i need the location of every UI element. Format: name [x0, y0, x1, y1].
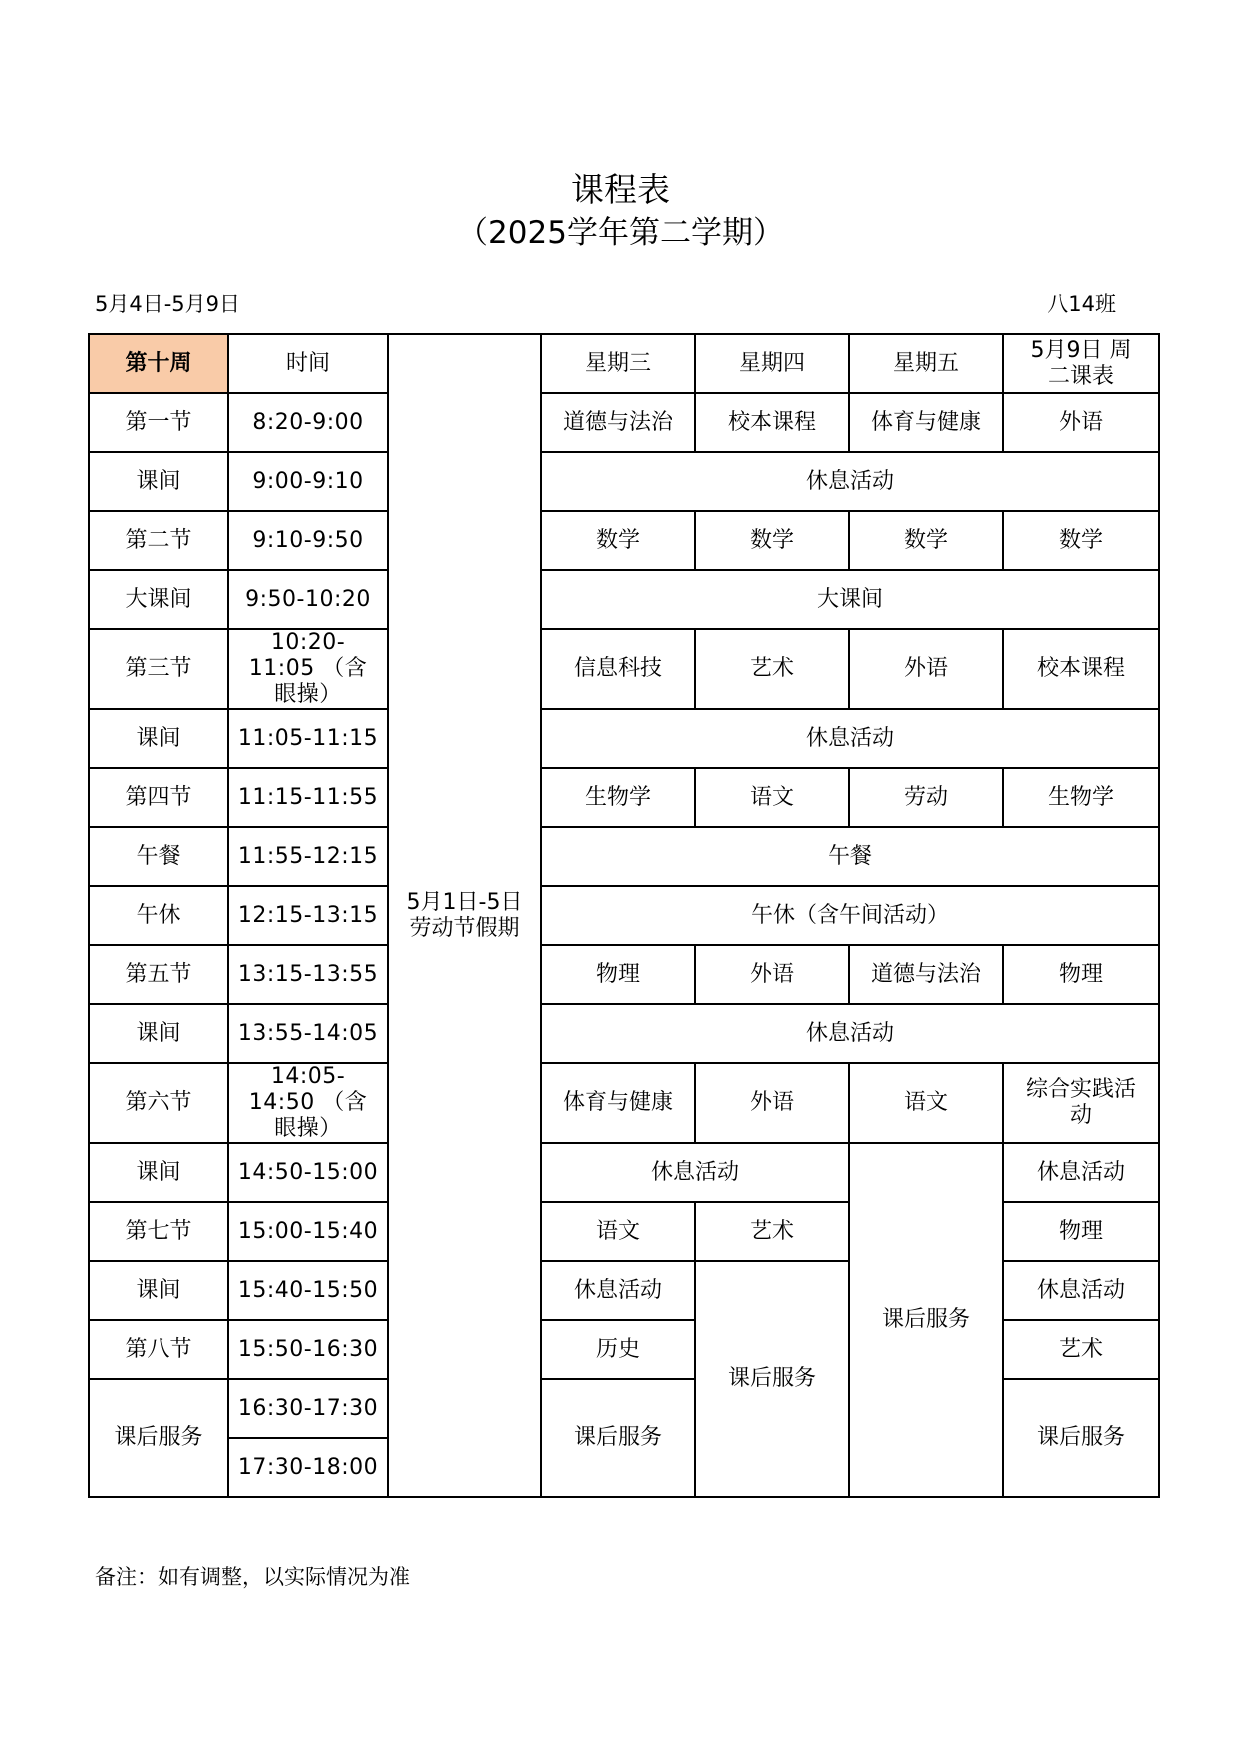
page-title: 课程表: [571, 170, 670, 209]
week-cell: 第十周: [89, 334, 228, 393]
table-row: [89, 1143, 1159, 1202]
table-row: [89, 1004, 1159, 1063]
holiday-cell: [388, 334, 541, 1497]
time-cell: [228, 1063, 388, 1143]
period-cell: 第二节: [89, 511, 228, 570]
period-cell: 课间: [89, 1004, 228, 1063]
period-cell: 第七节: [89, 1202, 228, 1261]
merged-activity-cell: 休息活动: [541, 1143, 849, 1202]
holiday-text: 5月1日-5日 劳动节假期: [406, 889, 523, 941]
time-cell: 11:15-11:55: [228, 768, 388, 827]
course-text: 综合实践活动: [1025, 1077, 1136, 1128]
course-cell: 数学: [849, 511, 1003, 570]
course-cell: 艺术: [1003, 1320, 1159, 1379]
period-cell: 课间: [89, 1261, 228, 1320]
table-row: [89, 768, 1159, 827]
course-cell: 语文: [541, 1202, 695, 1261]
time-cell: 8:20-9:00: [228, 393, 388, 452]
time-cell: 15:50-16:30: [228, 1320, 388, 1379]
date-range: 5月4日-5月9日: [95, 292, 241, 316]
merged-activity-cell: 休息活动: [541, 452, 1159, 511]
period-cell: 第四节: [89, 768, 228, 827]
time-cell: 11:55-12:15: [228, 827, 388, 886]
table-row: [89, 709, 1159, 768]
period-cell: 第三节: [89, 629, 228, 709]
period-cell: 第一节: [89, 393, 228, 452]
course-cell: 外语: [849, 629, 1003, 709]
header-row: [89, 334, 1159, 393]
schedule-table: [88, 333, 1160, 1498]
course-cell: 物理: [1003, 945, 1159, 1004]
table-row: [89, 629, 1159, 709]
table-row: [89, 393, 1159, 452]
day-header-tue-text: 5月9日 周二课表: [1030, 337, 1132, 389]
course-cell: 语文: [695, 768, 849, 827]
course-cell: 生物学: [541, 768, 695, 827]
thu-after-school-cell: 课后服务: [695, 1261, 849, 1497]
time-cell: 15:00-15:40: [228, 1202, 388, 1261]
course-cell: 信息科技: [541, 629, 695, 709]
title-block: [0, 168, 1241, 254]
time-text: 10:20-11:05 （含眼操）: [248, 630, 368, 707]
period-cell: 第六节: [89, 1063, 228, 1143]
course-cell: 道德与法治: [541, 393, 695, 452]
table-row: [89, 1063, 1159, 1143]
course-cell: 艺术: [695, 1202, 849, 1261]
course-cell: 校本课程: [1003, 629, 1159, 709]
course-cell: 外语: [1003, 393, 1159, 452]
page-subtitle: （2025学年第二学期）: [457, 215, 784, 251]
course-cell: 体育与健康: [849, 393, 1003, 452]
time-cell: 11:05-11:15: [228, 709, 388, 768]
time-cell: 13:55-14:05: [228, 1004, 388, 1063]
table-row: [89, 886, 1159, 945]
course-cell: 历史: [541, 1320, 695, 1379]
course-cell: 体育与健康: [541, 1063, 695, 1143]
period-cell: 课间: [89, 709, 228, 768]
class-name: 八14班: [1047, 292, 1116, 316]
table-row: [89, 945, 1159, 1004]
day-header-fri: 星期五: [849, 334, 1003, 393]
table-row: [89, 511, 1159, 570]
merged-activity-cell: 休息活动: [541, 709, 1159, 768]
day-header-tue-schedule: [1003, 334, 1159, 393]
period-cell: 午休: [89, 886, 228, 945]
period-cell: 第八节: [89, 1320, 228, 1379]
course-cell: 道德与法治: [849, 945, 1003, 1004]
merged-activity-cell: 休息活动: [541, 1004, 1159, 1063]
course-cell: 休息活动: [1003, 1143, 1159, 1202]
course-cell: 艺术: [695, 629, 849, 709]
course-cell: 劳动: [849, 768, 1003, 827]
period-cell: 大课间: [89, 570, 228, 629]
footnote: 备注：如有调整，以实际情况为准: [95, 1565, 410, 1589]
course-cell: 外语: [695, 945, 849, 1004]
course-cell: 校本课程: [695, 393, 849, 452]
period-cell: 第五节: [89, 945, 228, 1004]
fri-after-school-cell: 课后服务: [849, 1143, 1003, 1497]
time-cell: 16:30-17:30: [228, 1379, 388, 1438]
course-cell: 语文: [849, 1063, 1003, 1143]
merged-activity-cell: 午餐: [541, 827, 1159, 886]
time-cell: 9:00-9:10: [228, 452, 388, 511]
time-cell: [228, 629, 388, 709]
course-cell: 物理: [541, 945, 695, 1004]
course-cell: 课后服务: [1003, 1379, 1159, 1497]
course-cell: 物理: [1003, 1202, 1159, 1261]
time-cell: 13:15-13:55: [228, 945, 388, 1004]
course-cell: 外语: [695, 1063, 849, 1143]
table-row: [89, 570, 1159, 629]
time-header: 时间: [228, 334, 388, 393]
day-header-thu: 星期四: [695, 334, 849, 393]
period-cell: 课间: [89, 1143, 228, 1202]
time-cell: 17:30-18:00: [228, 1438, 388, 1497]
period-cell: 课后服务: [89, 1379, 228, 1497]
time-cell: 9:50-10:20: [228, 570, 388, 629]
period-cell: 午餐: [89, 827, 228, 886]
merged-activity-cell: 午休（含午间活动）: [541, 886, 1159, 945]
course-cell: 数学: [695, 511, 849, 570]
day-header-wed: 星期三: [541, 334, 695, 393]
course-cell: 数学: [541, 511, 695, 570]
period-cell: 课间: [89, 452, 228, 511]
time-cell: 14:50-15:00: [228, 1143, 388, 1202]
course-cell: 休息活动: [541, 1261, 695, 1320]
course-cell: 数学: [1003, 511, 1159, 570]
time-cell: 9:10-9:50: [228, 511, 388, 570]
course-cell: [1003, 1063, 1159, 1143]
table-row: [89, 827, 1159, 886]
course-cell: 生物学: [1003, 768, 1159, 827]
course-cell: 课后服务: [541, 1379, 695, 1497]
course-cell: 休息活动: [1003, 1261, 1159, 1320]
time-text: 14:05-14:50 （含眼操）: [248, 1064, 368, 1141]
time-cell: 15:40-15:50: [228, 1261, 388, 1320]
merged-activity-cell: 大课间: [541, 570, 1159, 629]
time-cell: 12:15-13:15: [228, 886, 388, 945]
table-row: [89, 452, 1159, 511]
